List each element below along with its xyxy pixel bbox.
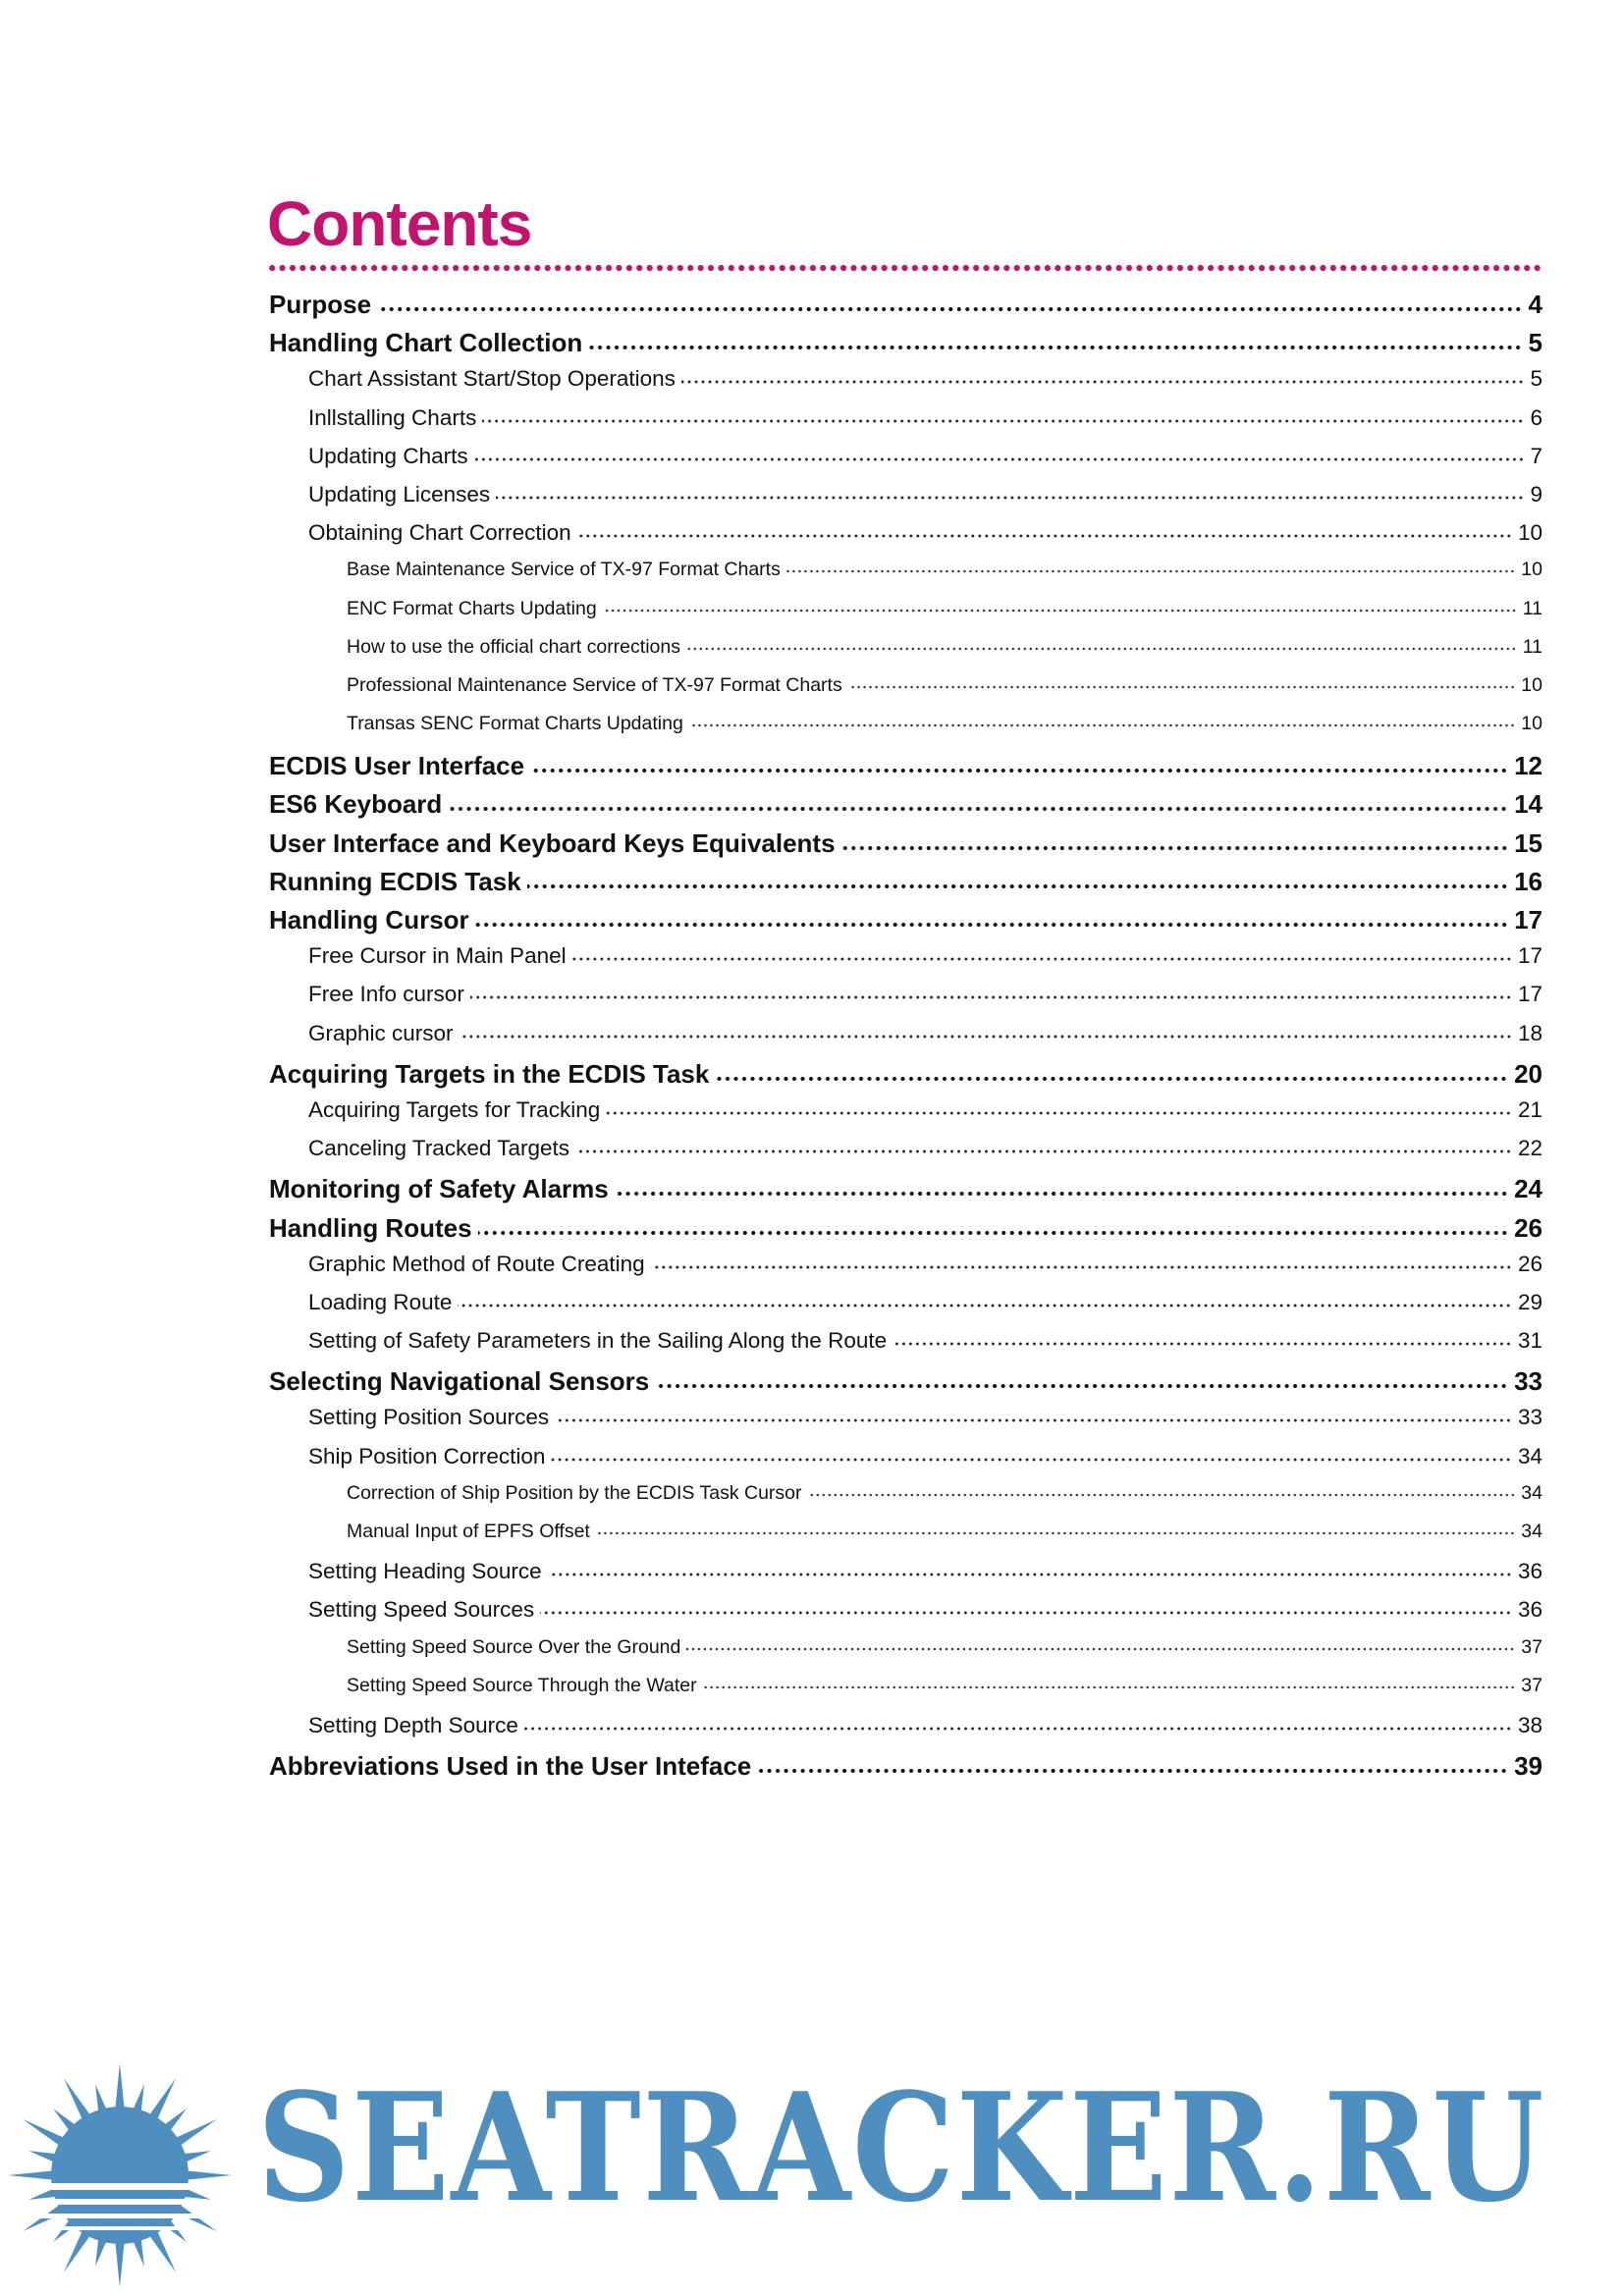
dot-leader — [615, 1191, 1508, 1197]
toc-entry[interactable] — [269, 1444, 1543, 1482]
toc-entry[interactable] — [269, 328, 1543, 366]
toc-entry[interactable] — [269, 1405, 1543, 1443]
toc-entry-page-number: 36 — [1517, 1597, 1543, 1623]
toc-entry-page-number: 6 — [1530, 404, 1543, 430]
toc-entry-page-number: 9 — [1530, 481, 1543, 507]
dot-leader — [786, 568, 1515, 574]
toc-entry-title: Setting Speed Source Through the Water — [347, 1674, 697, 1696]
toc-entry[interactable] — [269, 444, 1543, 482]
sun-icon — [0, 2059, 255, 2296]
toc-entry[interactable] — [269, 1482, 1543, 1521]
toc-entry-title: Manual Input of EPFS Offset — [347, 1521, 590, 1542]
toc-entry-page-number: 17 — [1517, 943, 1543, 969]
toc-entry[interactable] — [269, 1252, 1543, 1290]
toc-entry-page-number: 10 — [1521, 713, 1543, 735]
dot-leader — [577, 533, 1512, 539]
toc-entry-title: Abbreviations Used in the User Inteface — [269, 1751, 752, 1782]
dot-leader — [460, 1034, 1512, 1040]
toc-entry-page-number: 20 — [1514, 1058, 1543, 1089]
toc-entry-title: How to use the official chart corrections — [347, 635, 680, 658]
table-of-contents — [269, 290, 1543, 1789]
toc-entry-title: ENC Format Charts Updating — [347, 597, 597, 619]
toc-entry[interactable] — [269, 1521, 1543, 1559]
dot-leader — [496, 495, 1524, 501]
dot-leader — [548, 1572, 1512, 1577]
toc-entry-title: Ship Position Correction — [308, 1443, 546, 1468]
toc-entry[interactable] — [269, 713, 1543, 751]
toc-entry-title: Correction of Ship Position by the ECDIS Task Cursor — [347, 1481, 802, 1504]
toc-entry-title: Graphic cursor — [308, 1020, 454, 1045]
toc-entry-page-number: 10 — [1517, 520, 1543, 546]
toc-entry-page-number: 18 — [1517, 1020, 1543, 1045]
toc-entry-title: Handling Cursor — [269, 905, 469, 934]
toc-entry-page-number: 12 — [1514, 751, 1543, 781]
dot-leader — [474, 456, 1525, 462]
dot-leader — [572, 956, 1512, 962]
toc-entry[interactable] — [269, 1559, 1543, 1597]
toc-entry[interactable] — [269, 1751, 1543, 1789]
toc-entry-title: Handling Chart Collection — [269, 328, 583, 358]
toc-entry-page-number: 21 — [1517, 1096, 1543, 1122]
toc-entry-page-number: 16 — [1514, 866, 1543, 896]
watermark — [0, 2059, 1624, 2296]
toc-entry-page-number: 34 — [1521, 1481, 1543, 1504]
toc-entry[interactable] — [269, 636, 1543, 674]
toc-entry-title: Setting Position Sources — [308, 1405, 550, 1430]
dot-leader — [703, 1684, 1516, 1690]
toc-entry-page-number: 7 — [1530, 443, 1543, 468]
toc-entry-title: Monitoring of Safety Alarms — [269, 1174, 609, 1204]
watermark-text: SEATRACKER.RU — [257, 2059, 1546, 2235]
toc-entry[interactable] — [269, 598, 1543, 636]
dot-leader — [478, 1230, 1509, 1236]
toc-entry-page-number: 11 — [1522, 635, 1543, 658]
toc-entry-page-number: 33 — [1514, 1366, 1543, 1397]
toc-entry-page-number: 10 — [1521, 559, 1543, 581]
toc-entry[interactable] — [269, 559, 1543, 597]
toc-entry-title: Chart Assistant Start/Stop Operations — [308, 366, 676, 392]
toc-entry-title: Base Maintenance Service of TX-97 Format Charts — [347, 559, 781, 581]
dot-leader — [530, 768, 1508, 774]
toc-entry[interactable] — [269, 1021, 1543, 1059]
dot-leader — [686, 646, 1517, 652]
toc-entry-title: Graphic Method of Route Creating — [308, 1251, 645, 1276]
dot-leader — [527, 883, 1508, 889]
toc-entry-page-number: 4 — [1528, 290, 1543, 319]
dot-leader — [603, 608, 1517, 614]
dot-leader — [482, 418, 1524, 424]
toc-entry-title: Handling Routes — [269, 1212, 472, 1243]
toc-entry-title: Setting Speed Source Over the Ground — [347, 1635, 681, 1658]
toc-entry[interactable] — [269, 1174, 1543, 1212]
dot-leader — [596, 1530, 1515, 1536]
dot-leader — [588, 345, 1522, 350]
dot-leader — [555, 1417, 1512, 1423]
toc-entry-title: Purpose — [269, 290, 372, 319]
dot-leader — [655, 1383, 1508, 1389]
toc-entry-page-number: 31 — [1517, 1328, 1543, 1354]
toc-entry-page-number: 22 — [1517, 1136, 1543, 1161]
toc-entry-page-number: 10 — [1521, 673, 1543, 696]
dot-leader — [689, 722, 1515, 728]
toc-entry-title: Transas SENC Format Charts Updating — [347, 713, 683, 735]
toc-entry-title: Obtaining Chart Correction — [308, 520, 571, 546]
toc-entry[interactable] — [269, 1597, 1543, 1635]
dot-leader — [757, 1768, 1508, 1774]
dot-leader — [715, 1076, 1508, 1082]
toc-entry-title: Updating Licenses — [308, 481, 491, 507]
dot-leader — [458, 1303, 1512, 1308]
toc-entry[interactable] — [269, 1290, 1543, 1328]
toc-entry[interactable] — [269, 867, 1543, 905]
toc-entry-title: Free Cursor in Main Panel — [308, 943, 567, 969]
toc-entry-page-number: 37 — [1521, 1635, 1543, 1658]
toc-entry[interactable] — [269, 1636, 1543, 1675]
toc-entry-title: Inllstalling Charts — [308, 404, 477, 430]
toc-entry[interactable] — [269, 751, 1543, 789]
dot-leader — [475, 922, 1508, 928]
toc-entry-title: Setting Heading Source — [308, 1559, 542, 1584]
toc-entry-title: Professional Maintenance Service of TX-97 Format Charts — [347, 673, 842, 696]
toc-entry-title: ECDIS User Interface — [269, 751, 525, 781]
title-dotted-rule — [267, 263, 1542, 273]
toc-entry-page-number: 17 — [1517, 982, 1543, 1007]
dot-leader — [651, 1264, 1512, 1270]
toc-entry[interactable] — [269, 1059, 1543, 1097]
dot-leader — [377, 306, 1523, 312]
toc-entry-title: ES6 Keyboard — [269, 789, 443, 820]
toc-entry[interactable] — [269, 1328, 1543, 1366]
toc-entry[interactable] — [269, 1136, 1543, 1174]
toc-entry[interactable] — [269, 674, 1543, 713]
toc-entry-title: Acquiring Targets in the ECDIS Task — [269, 1058, 710, 1089]
toc-entry[interactable] — [269, 405, 1543, 444]
dot-leader — [540, 1610, 1512, 1616]
toc-entry-title: Setting Speed Sources — [308, 1597, 535, 1623]
toc-entry-title: Updating Charts — [308, 443, 468, 468]
dot-leader — [524, 1726, 1512, 1732]
toc-entry-page-number: 5 — [1528, 328, 1543, 358]
toc-entry-title: Setting Depth Source — [308, 1712, 518, 1737]
toc-entry-page-number: 29 — [1517, 1289, 1543, 1314]
dot-leader — [893, 1341, 1512, 1347]
toc-entry-title: Canceling Tracked Targets — [308, 1136, 569, 1161]
toc-entry-page-number: 37 — [1521, 1674, 1543, 1696]
dot-leader — [551, 1457, 1512, 1463]
toc-entry-title: User Interface and Keyboard Keys Equivalents — [269, 828, 836, 858]
toc-entry[interactable] — [269, 1675, 1543, 1713]
toc-entry-page-number: 36 — [1517, 1559, 1543, 1584]
toc-entry-page-number: 14 — [1514, 789, 1543, 820]
toc-entry[interactable] — [269, 789, 1543, 828]
toc-entry[interactable] — [269, 1097, 1543, 1136]
dot-leader — [848, 684, 1516, 690]
dot-leader — [606, 1110, 1512, 1116]
toc-entry[interactable] — [269, 982, 1543, 1020]
toc-entry[interactable] — [269, 1366, 1543, 1405]
toc-entry-title: Setting of Safety Parameters in the Sailing Along the Route — [308, 1328, 888, 1354]
dot-leader — [470, 994, 1512, 1000]
page-title: Contents — [267, 188, 532, 259]
toc-entry[interactable] — [269, 943, 1543, 982]
toc-entry-title: Acquiring Targets for Tracking — [308, 1096, 601, 1122]
toc-entry[interactable] — [269, 1213, 1543, 1252]
toc-entry[interactable] — [269, 366, 1543, 404]
toc-entry-page-number: 26 — [1514, 1212, 1543, 1243]
toc-entry[interactable] — [269, 905, 1543, 943]
toc-entry-page-number: 34 — [1521, 1521, 1543, 1542]
toc-entry-page-number: 34 — [1517, 1443, 1543, 1468]
toc-entry-title: Loading Route — [308, 1289, 453, 1314]
dot-leader — [808, 1492, 1516, 1498]
toc-entry[interactable] — [269, 1713, 1543, 1751]
toc-entry-page-number: 17 — [1514, 905, 1543, 934]
toc-entry[interactable] — [269, 520, 1543, 559]
toc-entry-page-number: 5 — [1530, 366, 1543, 392]
toc-entry[interactable] — [269, 828, 1543, 867]
dot-leader — [448, 806, 1508, 812]
dot-leader — [841, 845, 1509, 851]
toc-entry-page-number: 33 — [1517, 1405, 1543, 1430]
toc-entry[interactable] — [269, 290, 1543, 328]
toc-entry-title: Selecting Navigational Sensors — [269, 1366, 650, 1397]
toc-entry-page-number: 38 — [1517, 1712, 1543, 1737]
toc-entry-page-number: 24 — [1514, 1174, 1543, 1204]
dot-leader — [575, 1148, 1512, 1154]
dot-leader — [686, 1646, 1515, 1652]
toc-entry-page-number: 26 — [1517, 1251, 1543, 1276]
dot-leader — [681, 379, 1525, 385]
toc-entry-page-number: 39 — [1514, 1751, 1543, 1782]
toc-entry-page-number: 15 — [1514, 828, 1543, 858]
toc-entry[interactable] — [269, 482, 1543, 520]
toc-entry-page-number: 11 — [1522, 597, 1543, 619]
toc-entry-title: Running ECDIS Task — [269, 866, 521, 896]
toc-entry-title: Free Info cursor — [308, 982, 464, 1007]
